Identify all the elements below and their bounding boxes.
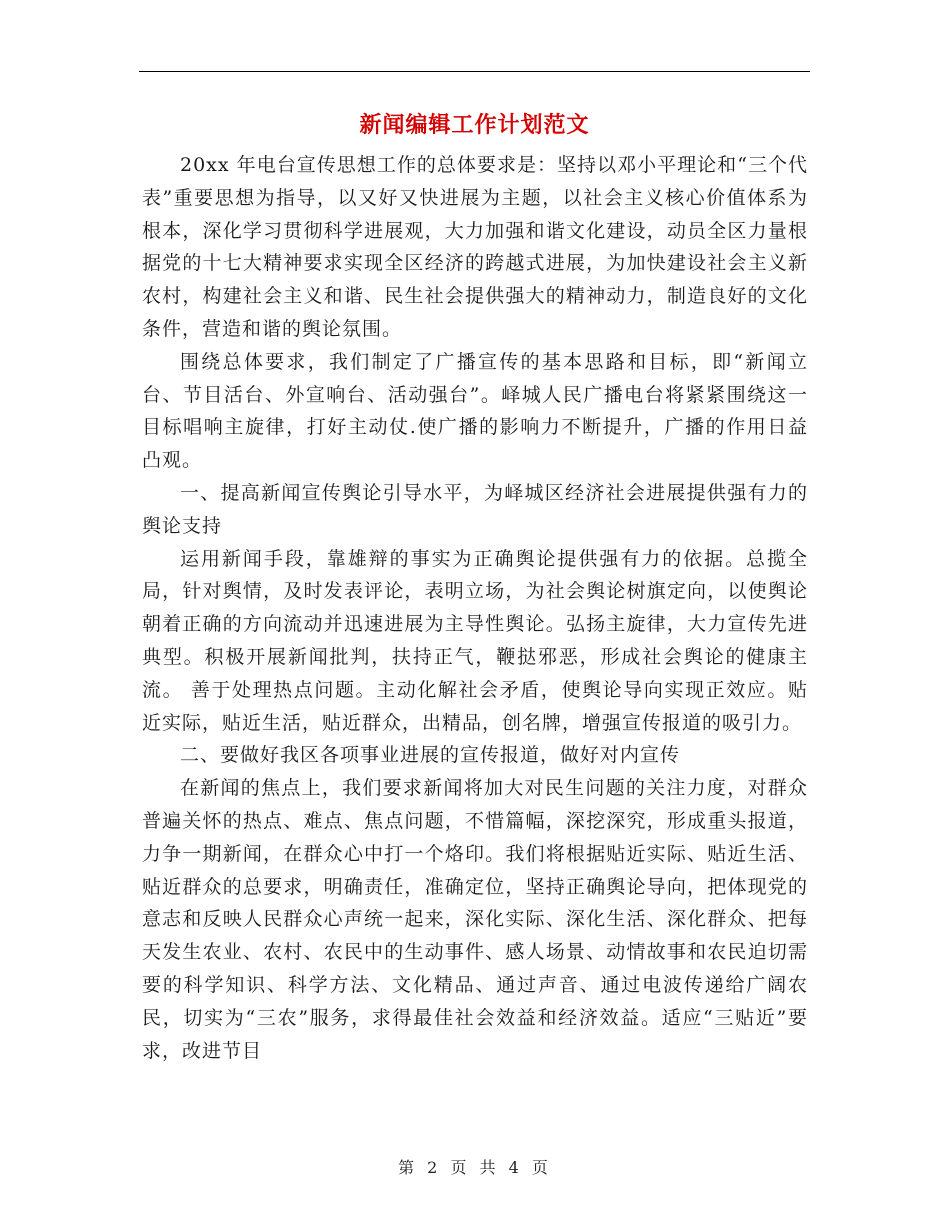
page-number-footer: 第 2 页 共 4 页 — [398, 1158, 552, 1177]
paragraph-4: 在新闻的焦点上，我们要求新闻将加大对民生问题的关注力度，对群众普遍关怀的热点、难点、焦点问题，不惜篇幅，深挖深究，形成重头报道，力争一期新闻，在群众心中打一个烙印。我们将根据贴近实际、贴近生活、贴近群众的总要求，明确责任，准确定位，坚持正确舆论导向，把体现党的意志和反映人民群众心声统一起来，深化实际、深化生活、深化群众、把每天发生农业、农村、农民中的生动事件、感人场景、动情故事和农民迫切需要的科学知识、科学方法、文化精品、通过声音、通过电波传递给广阔农民，切实为“三农”服务，求得最佳社会效益和经济效益。适应“三贴近”要求，改进节目 — [142, 777, 808, 1062]
paragraph-3: 运用新闻手段，靠雄辩的事实为正确舆论提供强有力的依据。总揽全局，针对舆情，及时发表评论，表明立场，为社会舆论树旗定向，以使舆论朝着正确的方向流动并迅速进展为主导性舆论。弘扬主旋律，大力宣传先进典型。积极开展新闻批判，扶持正气，鞭挞邪恶，形成社会舆论的健康主流。 善于处理热点问题。主动化解社会矛盾，使舆论导向实现正效应。贴近实际，贴近生活，贴近群众，出精品，创名牌，增强宣传报道的吸引力。 — [142, 547, 808, 734]
document-body — [142, 149, 808, 1067]
section-heading-1: 一、提高新闻宣传舆论引导水平，为峄城区经济社会进展提供强有力的舆论支持 — [142, 481, 808, 537]
paragraph-2: 围绕总体要求，我们制定了广播宣传的基本思路和目标，即“新闻立台、节目活台、外宣响台、活动强台”。峄城人民广播电台将紧紧围绕这一目标唱响主旋律，打好主动仗.使广播的影响力不断提升，广播的作用日益凸观。 — [142, 350, 808, 472]
section-heading-2: 二、要做好我区各项事业进展的宣传报道，做好对内宣传 — [180, 744, 681, 767]
header-rule — [139, 71, 810, 72]
document-title: 新闻编辑工作计划范文 — [359, 112, 590, 138]
paragraph-1: 20xx 年电台宣传思想工作的总体要求是：坚持以邓小平理论和“三个代表”重要思想为指导，以又好又快进展为主题，以社会主义核心价值体系为根本，深化学习贯彻科学进展观，大力加强和谐文化建设，动员全区力量根据党的十七大精神要求实现全区经济的跨越式进展，为加快建设社会主义新农村，构建社会主义和谐、民生社会提供强大的精神动力，制造良好的文化条件，营造和谐的舆论氛围。 — [142, 154, 808, 340]
